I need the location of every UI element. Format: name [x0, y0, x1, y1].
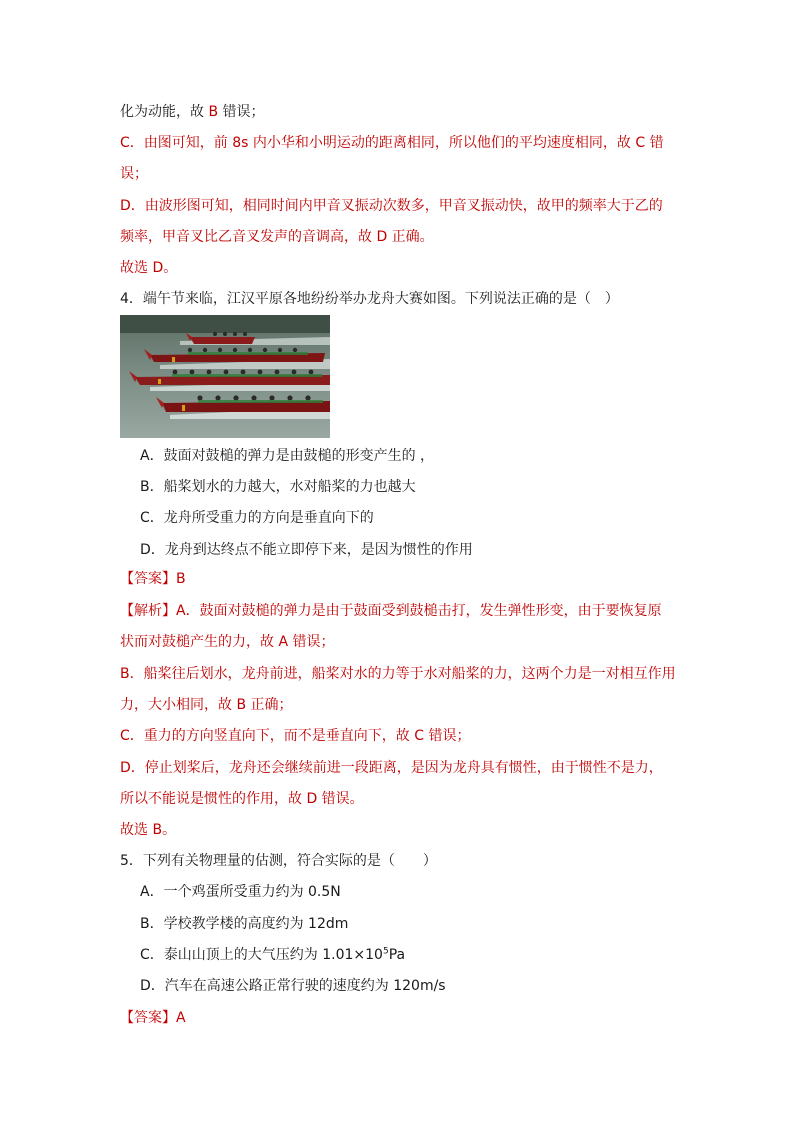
- answer-label: [120, 569, 186, 589]
- text-run: B: [152, 822, 163, 838]
- analysis-line: [120, 726, 470, 746]
- option-d: [140, 540, 473, 560]
- text-run: A: [278, 634, 289, 650]
- text-run: B．船桨划水的力越大，水对船桨的力也越大: [140, 479, 416, 495]
- text-run: 所以不能说是惯性的作用，故: [120, 791, 307, 807]
- option-b: [140, 914, 348, 934]
- text-run: C: [635, 135, 646, 151]
- text-run: A．鼓面对鼓槌的弹力是由鼓槌的形变产生的 ，: [140, 448, 435, 464]
- question-4-stem: [120, 289, 619, 309]
- text-run: 频率，甲音叉比乙音叉发声的音调高，故: [120, 229, 377, 245]
- text-run: D: [152, 260, 164, 276]
- dragon-boat-race-photo: [120, 315, 330, 438]
- question-5-stem: [120, 851, 437, 871]
- text-line: [120, 227, 434, 247]
- text-run: D．龙舟到达终点不能立即停下来，是因为惯性的作用: [140, 542, 473, 558]
- option-a: [140, 882, 341, 902]
- text-run: A．一个鸡蛋所受重力约为 0.5N: [140, 884, 341, 900]
- text-run: 错误。: [317, 791, 364, 807]
- text-run: D: [376, 229, 388, 245]
- text-run: 正确；: [246, 697, 293, 713]
- text-run: 错: [645, 135, 664, 151]
- text-run: B．学校教学楼的高度约为 12dm: [140, 916, 349, 932]
- superscript: 5: [382, 946, 389, 957]
- text-run: C．重力的方向竖直向下，而不是垂直向下，故: [120, 728, 415, 744]
- answer-label: [120, 1008, 186, 1028]
- option-c: [140, 508, 374, 528]
- text-run: 5．下列有关物理量的估测，符合实际的是（ ）: [120, 853, 437, 869]
- text-run: 错误；: [424, 728, 471, 744]
- text-run: Pa: [388, 947, 406, 963]
- text-run: 8s: [232, 135, 249, 151]
- text-run: B: [208, 104, 219, 120]
- text-run: D．汽车在高速公路正常行驶的速度约为 120m/s: [140, 978, 446, 994]
- text-line: [120, 133, 664, 153]
- option-d: [140, 976, 446, 996]
- text-run: C．龙舟所受重力的方向是垂直向下的: [140, 510, 374, 526]
- text-run: C: [414, 728, 425, 744]
- text-run: 【解析】A．鼓面对鼓槌的弹力是由于鼓面受到鼓槌击打，发生弹性形变，由于要恢复原: [120, 603, 662, 619]
- option-b: [140, 477, 416, 497]
- analysis-line: [120, 820, 176, 840]
- analysis-line: [120, 789, 364, 809]
- text-run: 。: [162, 822, 177, 838]
- text-run: B: [236, 697, 247, 713]
- analysis-line: [120, 758, 663, 778]
- option-c: [140, 945, 405, 965]
- text-line: [120, 102, 265, 122]
- text-run: C．由图可知，前: [120, 135, 233, 151]
- text-run: 内小华和小明运动的距离相同，所以他们的平均速度相同，故: [248, 135, 636, 151]
- text-run: 故选: [120, 260, 153, 276]
- analysis-line: [120, 664, 676, 684]
- text-run: B．船桨往后划水，龙舟前进，船桨对水的力等于水对船桨的力，这两个力是一对相互作用: [120, 666, 676, 682]
- text-run: 状而对鼓槌产生的力，故: [120, 634, 279, 650]
- text-run: D．停止划桨后，龙舟还会继续前进一段距离，是因为龙舟具有惯性，由于惯性不是力，: [120, 760, 663, 776]
- text-run: 【答案】B: [120, 571, 186, 587]
- analysis-line: [120, 632, 334, 652]
- text-run: 故选: [120, 822, 153, 838]
- text-run: 错误；: [218, 104, 265, 120]
- text-line: [120, 196, 663, 216]
- text-run: 。: [163, 260, 178, 276]
- text-line: [120, 258, 177, 278]
- text-run: D．由波形图可知，相同时间内甲音叉振动次数多，甲音叉振动快，故甲的频率大于乙的: [120, 198, 663, 214]
- text-run: D: [306, 791, 318, 807]
- text-run: 化为动能，故: [120, 104, 209, 120]
- analysis-line: [120, 695, 293, 715]
- text-run: 错误；: [288, 634, 335, 650]
- option-a: [140, 446, 434, 466]
- text-run: 误；: [120, 166, 148, 182]
- analysis-line: [120, 601, 662, 621]
- text-run: 【答案】A: [120, 1010, 186, 1026]
- text-run: C．泰山山顶上的大气压约为 1.01×10: [140, 947, 383, 963]
- text-run: 力，大小相同，故: [120, 697, 237, 713]
- text-run: 正确。: [387, 229, 434, 245]
- text-run: 4．端午节来临，江汉平原各地纷纷举办龙舟大赛如图。下列说法正确的是（ ）: [120, 291, 619, 307]
- text-line: [120, 164, 148, 184]
